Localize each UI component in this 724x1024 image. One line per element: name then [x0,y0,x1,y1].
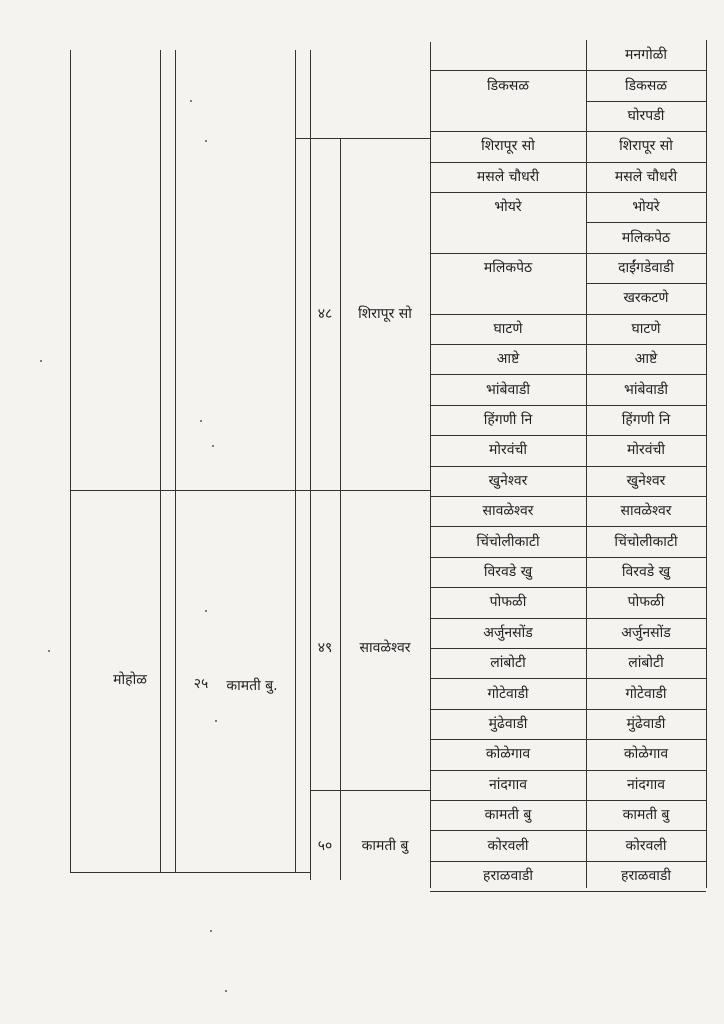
row-rule-village [586,678,706,679]
circle-number: २५ [193,676,209,692]
column-rule-taluka [160,50,161,872]
scan-speck [225,990,227,992]
row-rule-panchayat [430,891,586,892]
panchayat-cell: मसले चौधरी [476,168,540,185]
panchayat-cell: मुंढेवाडी [488,716,528,732]
row-rule-village [586,192,706,193]
village-cell: लांबोटी [628,655,664,672]
row-rule-village [586,770,706,771]
village-cell: कोरवली [625,837,667,854]
village-cell: मसले चौधरी [614,168,678,185]
column-rule-circle-b [295,50,296,872]
panchayat-cell: मलिकपेठ [483,260,533,276]
row-rule-village [586,101,706,102]
row-rule-panchayat [430,253,586,254]
village-cell: मलिकपेठ [621,229,671,246]
panchayat-cell: नांदगाव [488,776,528,793]
row-rule-panchayat [430,496,586,497]
village-cell: कोळेगाव [623,746,669,763]
row-rule-panchayat [430,374,586,375]
row-rule-panchayat [430,466,586,467]
row-rule-village [586,253,706,254]
scan-speck [215,720,217,722]
row-rule-village [586,618,706,619]
panchayat-cell: भोयरे [494,199,522,216]
panchayat-cell: विरवडे खु [483,564,533,580]
table-border-right [706,40,707,888]
row-rule-panchayat [430,648,586,649]
taluka-name: मोहोळ [113,672,147,688]
village-cell: चिंचोलीकाटी [614,533,678,550]
row-rule-panchayat [430,678,586,679]
row-rule-village [586,435,706,436]
village-cell: घोरपडी [627,108,665,124]
row-rule-panchayat [430,770,586,771]
group-name: शिरापूर सो [358,305,412,322]
row-rule-panchayat [430,830,586,831]
panchayat-cell: पोफळी [489,594,527,611]
row-rule-village [586,861,706,862]
village-cell: मनगोळी [625,47,667,64]
panchayat-cell: अर्जुनसोंड [483,624,533,641]
row-rule-village [586,526,706,527]
village-cell: कामती बु [622,807,670,824]
panchayat-cell: शिरापूर सो [481,138,535,155]
rule-taluka-section [70,490,430,491]
panchayat-cell: आष्टे [496,351,520,368]
row-rule-village [586,891,706,892]
row-rule-panchayat [430,526,586,527]
column-rule-village [586,40,587,888]
row-rule-village [586,405,706,406]
village-cell: हराळवाडी [621,868,671,884]
row-rule-village [586,131,706,132]
scan-speck [40,360,42,362]
table-border-left [70,50,71,872]
scan-speck [200,420,202,422]
scan-speck [190,100,192,102]
row-rule-panchayat [430,861,586,862]
scan-speck [205,610,207,612]
village-cell: घाटणे [631,320,661,337]
row-rule-village [586,830,706,831]
panchayat-cell: सावळेश्वर [482,503,534,520]
panchayat-cell: कोरवली [487,837,529,854]
group-name: कामती बु [361,837,409,854]
village-cell: भोयरे [632,199,660,216]
village-cell: आष्टे [634,351,658,368]
row-rule-panchayat [430,557,586,558]
village-cell: मोरवंची [626,442,666,459]
row-rule-village [586,344,706,345]
rule-table-bottom-left [70,872,310,873]
row-rule-panchayat [430,131,586,132]
circle-name: कामती बु. [226,678,278,694]
row-rule-village [586,557,706,558]
row-rule-village [586,496,706,497]
row-rule-village [586,283,706,284]
scan-speck [205,140,207,142]
row-rule-village [586,800,706,801]
panchayat-cell: लांबोटी [490,655,526,672]
row-rule-panchayat [430,709,586,710]
row-rule-panchayat [430,435,586,436]
row-rule-village [586,314,706,315]
village-cell: गोटेवाडी [625,685,667,702]
panchayat-cell: हराळवाडी [483,868,533,884]
row-rule-village [586,739,706,740]
village-cell: दाईंगडेवाडी [618,260,674,276]
row-rule-village [586,374,706,375]
row-rule-panchayat [430,800,586,801]
row-rule-village [586,162,706,163]
rule-group-50-top [310,790,430,791]
panchayat-cell: चिंचोलीकाटी [476,533,540,550]
rule-group-48-top [295,138,430,139]
village-cell: पोफळी [627,594,665,611]
group-name: सावळेश्वर [359,640,411,656]
column-rule-circle [175,50,176,872]
panchayat-cell: भांबेवाडी [486,381,530,398]
row-rule-panchayat [430,344,586,345]
column-rule-group-name [340,138,341,880]
row-rule-village [586,466,706,467]
panchayat-cell: खुनेश्वर [488,472,528,489]
village-cell: शिरापूर सो [619,138,673,155]
row-rule-panchayat [430,587,586,588]
row-rule-panchayat [430,618,586,619]
scan-speck [48,650,50,652]
village-cell: सावळेश्वर [620,503,672,520]
row-rule-village [586,709,706,710]
scan-speck [212,445,214,447]
row-rule-village [586,222,706,223]
village-cell: भांबेवाडी [624,381,668,398]
group-number: ४९ [317,640,333,656]
village-cell: खुनेश्वर [626,472,666,489]
panchayat-cell: गोटेवाडी [487,685,529,702]
scan-speck [210,930,212,932]
row-rule-panchayat [430,405,586,406]
village-cell: मुंढेवाडी [626,716,666,732]
row-rule-panchayat [430,192,586,193]
row-rule-panchayat [430,162,586,163]
village-cell: अर्जुनसोंड [621,624,671,641]
group-number: ४८ [317,305,333,322]
row-rule-panchayat [430,314,586,315]
panchayat-cell: कोळेगाव [485,746,531,763]
panchayat-cell: कामती बु [484,807,532,824]
panchayat-cell: घाटणे [493,320,523,337]
village-cell: डिकसळ [625,77,667,94]
panchayat-cell: मोरवंची [488,442,528,459]
panchayat-cell: डिकसळ [487,77,529,94]
village-cell: हिंगणी नि [621,412,671,428]
village-cell: नांदगाव [626,776,666,793]
row-rule-panchayat [430,739,586,740]
group-number: ५० [317,837,333,854]
village-cell: खरकटणे [623,290,669,307]
row-rule-village [586,648,706,649]
row-rule-panchayat [430,70,586,71]
panchayat-cell: हिंगणी नि [483,412,533,428]
row-rule-village [586,70,706,71]
village-cell: विरवडे खु [621,564,671,580]
row-rule-village [586,587,706,588]
column-rule-group-number [310,50,311,880]
